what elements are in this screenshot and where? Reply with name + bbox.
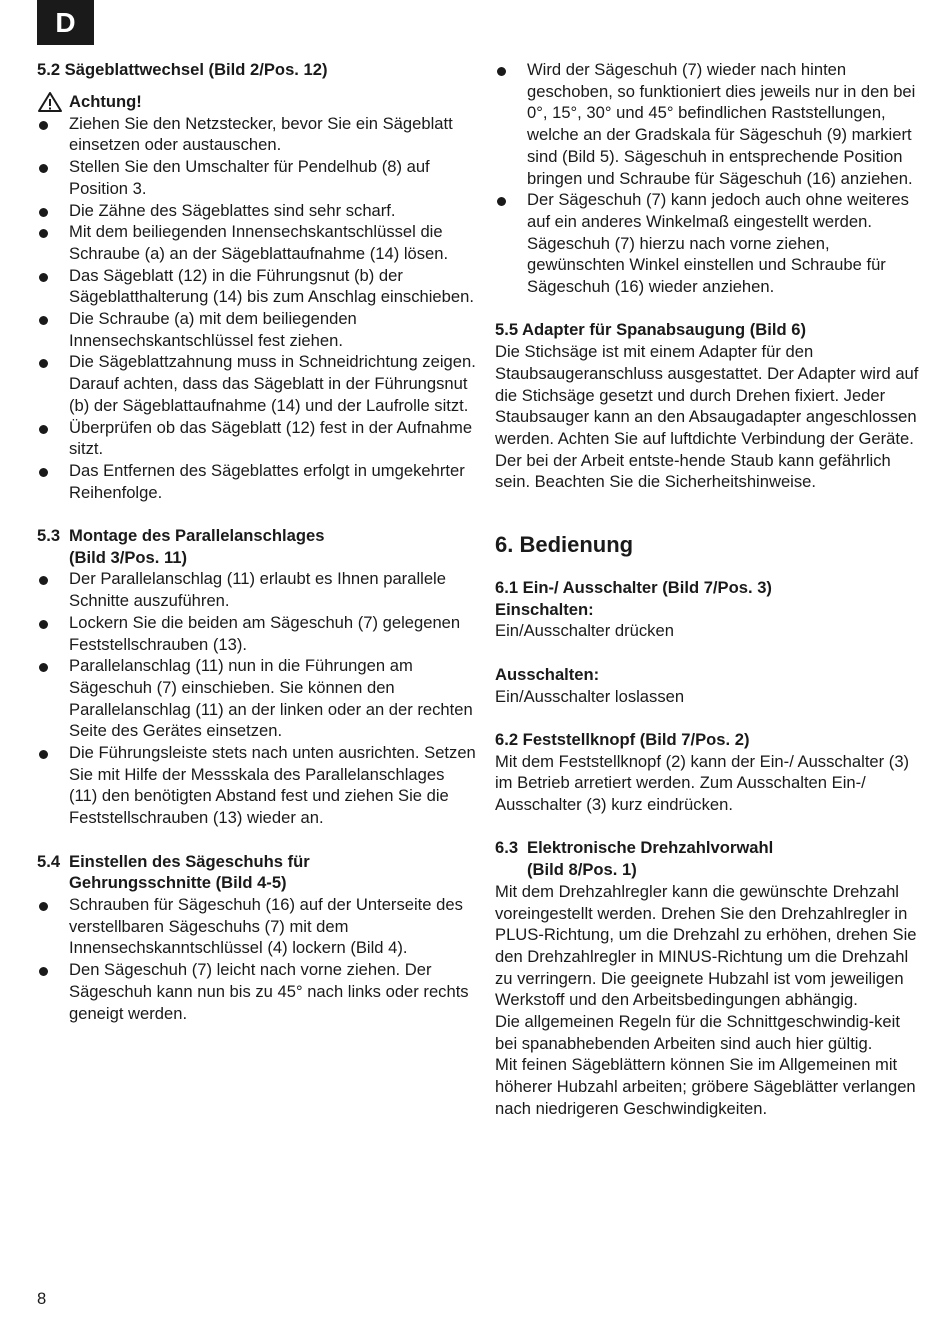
list-item: Die Zähne des Sägeblattes sind sehr scharf. xyxy=(37,200,477,222)
section-5-3 xyxy=(37,525,477,829)
off-label: Ausschalten: xyxy=(495,664,600,684)
on-label: Einschalten: xyxy=(495,599,594,619)
section-6-3-title xyxy=(495,837,925,859)
list-item: Stellen Sie den Umschalter für Pendelhub (8) auf Position 3. xyxy=(37,156,477,199)
right-column xyxy=(495,59,925,1120)
warning-icon xyxy=(37,91,63,113)
list-item: Das Sägeblatt (12) in die Führungsnut (b) der Sägeblatthalterung (14) bis zum Anschlag einschieben. xyxy=(37,265,477,308)
section-6-1-title: 6.1 Ein-/ Ausschalter (Bild 7/Pos. 3) xyxy=(495,578,772,598)
section-6-3-subtitle: (Bild 8/Pos. 1) xyxy=(527,860,637,880)
page-number: 8 xyxy=(37,1289,47,1308)
section-5-2 xyxy=(37,59,477,503)
list-item: Lockern Sie die beiden am Sägeschuh (7) gelegenen Feststellschrauben (13). xyxy=(37,612,477,655)
section-6-3-paragraph: Mit dem Drehzahlregler kann die gewünschte Drehzahl voreingestellt werden. Drehen Sie den Drehzahlregler in PLUS-Richtung, um die Drehzahl zu erhöhen, drehen Sie den Drehzahlregler in MINUS-Richtung um die Drehzahl zu verringern. Die geeignete Hubzahl ist vom jeweiligen Werkstoff und den Arbeitsbedingungen abhängig. xyxy=(495,881,917,1010)
list-item: Das Entfernen des Sägeblattes erfolgt in umgekehrter Reihenfolge. xyxy=(37,460,477,503)
section-5-5-text: Die Stichsäge ist mit einem Adapter für den Staubsaugeranschluss ausgestattet. Der Adapter wird auf die Stichsäge gesetzt und durch Drehen fixiert. Jeder Staubsauger kann an den Absaugadapter angeschlossen werden. Achten Sie auf luftdichte Verbindung der Geräte. Der bei der Arbeit entste-hende Staub kann gefährlich sein. Beachten Sie die Sicherheitshinweise. xyxy=(495,342,919,492)
section-number: 5.3 xyxy=(37,526,61,546)
chapter-6-title: 6. Bedienung xyxy=(495,532,634,558)
list-item: Die Führungsleiste stets nach unten ausrichten. Setzen Sie mit Hilfe der Messskala des Parallelanschlages (11) den benötigten Abstand fest und ziehen Sie die Feststellschrauben (13) wieder an. xyxy=(37,742,477,829)
off-text: Ein/Ausschalter loslassen xyxy=(495,686,685,706)
section-5-3-subtitle: (Bild 3/Pos. 11) xyxy=(69,547,188,567)
section-title-text: Montage des Parallelanschlages xyxy=(69,526,325,546)
warning xyxy=(37,91,477,113)
section-title-text: Elektronische Drehzahlvorwahl xyxy=(527,838,774,858)
list-item: Wird der Sägeschuh (7) wieder nach hinten geschoben, so funktioniert dies jeweils nur in den bei 0°, 15°, 30° und 45° befindlichen Raststellungen, welche an der Gradskala für Sägeschuh (9) markiert sind (Bild 5). Sägeschuh in entsprechende Position bringen und Schraube für Sägeschuh (16) anziehen. xyxy=(495,59,925,189)
section-5-4-list xyxy=(37,894,477,1024)
section-5-2-list xyxy=(37,113,477,504)
section-6-3 xyxy=(495,837,925,1119)
section-5-5 xyxy=(495,319,925,493)
section-6-1 xyxy=(495,577,925,707)
list-item: Mit dem beiliegenden Innensechskantschlüssel die Schraube (a) an der Sägeblattaufnahme (14) lösen. xyxy=(37,221,477,264)
list-item: Parallelanschlag (11) nun in die Führungen am Sägeschuh (7) einschieben. Sie können den Parallelanschlag (11) an der linken oder an der rechten Seite des Gerätes einsetzen. xyxy=(37,655,477,742)
warning-label: Achtung! xyxy=(69,91,142,111)
list-item: Der Parallelanschlag (11) erlaubt es Ihnen parallele Schnitte auszuführen. xyxy=(37,568,477,611)
left-column xyxy=(37,59,477,1024)
list-item: Die Schraube (a) mit dem beiliegenden Innensechskantschlüssel fest ziehen. xyxy=(37,308,477,351)
section-number: 5.4 xyxy=(37,851,61,871)
section-5-4 xyxy=(37,851,477,1025)
list-item: Ziehen Sie den Netzstecker, bevor Sie ein Sägeblatt einsetzen oder austauschen. xyxy=(37,113,477,156)
section-6-2-title: 6.2 Feststellknopf (Bild 7/Pos. 2) xyxy=(495,729,750,749)
section-6-3-paragraph: Mit feinen Sägeblättern können Sie im Allgemeinen mit höherer Hubzahl arbeiten; gröbere Sägeblätter verlangen nach niedrigeren Geschwindigkeiten. xyxy=(495,1055,916,1118)
section-6-2 xyxy=(495,729,925,816)
section-6-2-text: Mit dem Feststellknopf (2) kann der Ein-/ Ausschalter (3) im Betrieb arretiert werden. Zum Ausschalten Ein-/ Ausschalter (3) kurz eindrücken. xyxy=(495,751,910,815)
section-5-4-title xyxy=(37,851,477,873)
list-item: Überprüfen ob das Sägeblatt (12) fest in der Aufnahme sitzt. xyxy=(37,417,477,460)
list-item: Die Sägeblattzahnung muss in Schneidrichtung zeigen. Darauf achten, dass das Sägeblatt in der Führungsnut (b) der Sägeblattaufnahme (14) und der Laufrolle sitzt. xyxy=(37,351,477,416)
section-5-3-list xyxy=(37,568,477,828)
section-title-text: Einstellen des Sägeschuhs für xyxy=(69,851,310,871)
section-5-4-subtitle: Gehrungsschnitte (Bild 4-5) xyxy=(69,873,287,893)
list-item: Schrauben für Sägeschuh (16) auf der Unterseite des verstellbaren Sägeschuhs (7) mit dem Innensechskanntschlüssel (4) lockern (Bild 4). xyxy=(37,894,477,959)
section-5-4-continued-list xyxy=(495,59,925,298)
list-item: Den Sägeschuh (7) leicht nach vorne ziehen. Der Sägeschuh kann nun bis zu 45° nach links oder rechts geneigt werden. xyxy=(37,959,477,1024)
language-tab: D xyxy=(37,0,94,45)
section-number: 6.3 xyxy=(495,838,519,858)
section-5-5-title: 5.5 Adapter für Spanabsaugung (Bild 6) xyxy=(495,320,807,340)
section-6-3-paragraph: Die allgemeinen Regeln für die Schnittgeschwindig-keit bei spanabhebenden Arbeiten sind auch hier gültig. xyxy=(495,1012,900,1053)
section-5-2-title: 5.2 Sägeblattwechsel (Bild 2/Pos. 12) xyxy=(37,60,328,79)
list-item: Der Sägeschuh (7) kann jedoch auch ohne weiteres auf ein anderes Winkelmaß eingestellt werden. Sägeschuh (7) hierzu nach vorne ziehen, gewünschten Winkel einstellen und Schraube für Sägeschuh (16) wieder anziehen. xyxy=(495,189,925,298)
on-text: Ein/Ausschalter drücken xyxy=(495,621,674,641)
section-5-3-title xyxy=(37,525,477,547)
